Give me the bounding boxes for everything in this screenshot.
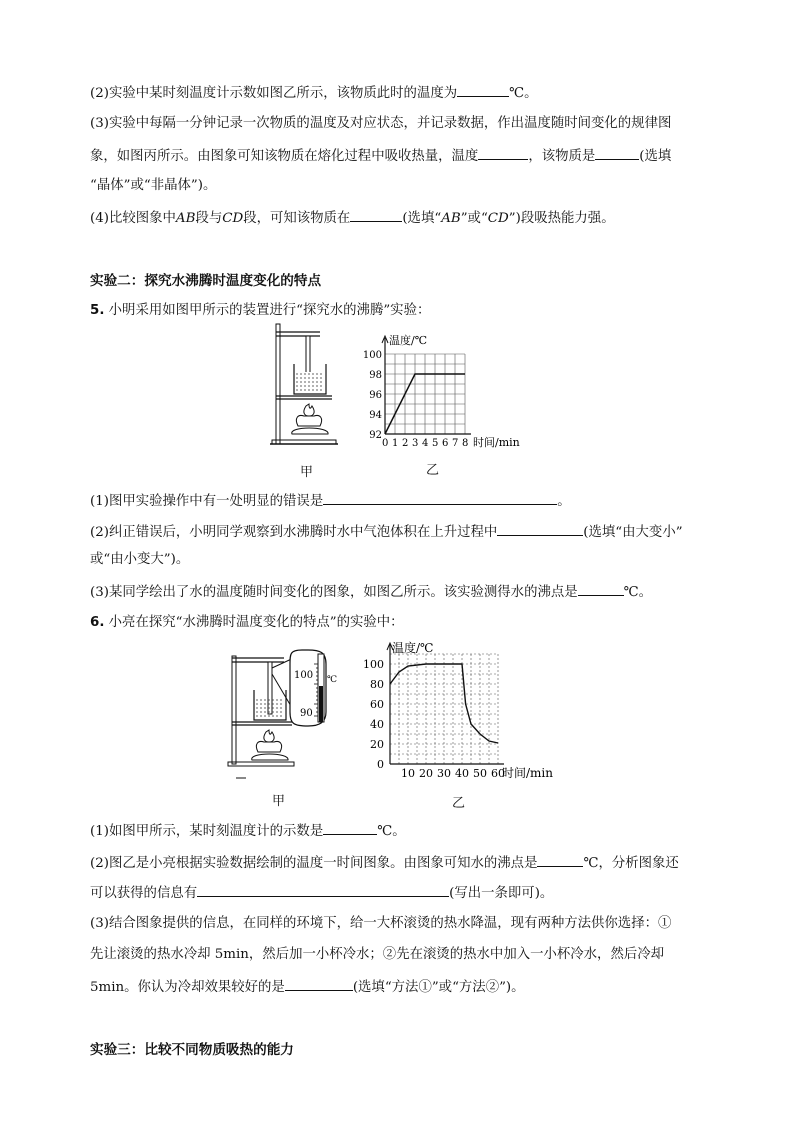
answer-blank[interactable] [323,490,557,505]
thermometer-label-90: 90 [300,708,313,719]
answer-blank[interactable] [197,882,449,897]
answer-blank[interactable] [350,207,402,222]
answer-blank[interactable] [578,581,624,596]
x-tick-label: 20 [419,767,433,780]
y-tick-label: 40 [370,718,384,731]
q5-part2-line2: 或“由小变大”)。 [90,552,190,567]
x-axis-label: 时间/min [502,766,553,780]
x-tick-label: 7 [452,438,459,449]
x-tick-label: 0 [382,438,389,449]
answer-blank[interactable] [537,852,583,867]
chart-grid [385,354,465,434]
figure-caption-yi: 乙 [426,463,440,478]
q6-part1: (1)如图甲所示，某时刻温度计的示数是 ℃。 [90,820,406,842]
x-tick-label: 6 [442,438,449,449]
q5-temperature-chart [354,330,534,454]
q5-stem: 5. 小明采用如图甲所示的装置进行“探究水的沸腾”实验： [90,303,431,318]
y-tick-label: 98 [369,370,382,381]
y-tick-label: 80 [370,678,384,691]
q6-part2-line1: (2)图乙是小亮根据实验数据绘制的温度一时间图象。由图象可知水的沸点是 ℃，分析图象还 [90,852,679,874]
answer-blank[interactable] [478,145,528,160]
q4-part4: (4)比较图象中AB段与CD段，可知该物质在 (选填“AB”或“CD”)段吸热能力强。 [90,207,615,229]
x-tick-label: 50 [473,767,487,780]
q6-part2-line2: 可以获得的信息有 (写出一条即可)。 [90,882,553,904]
answer-blank[interactable] [323,820,377,835]
figure-caption-jia: 甲 [272,794,286,809]
q4-part2: (2)实验中某时刻温度计示数如图乙所示，该物质此时的温度为 ℃。 [90,82,538,104]
y-tick-label: 96 [369,390,382,401]
q4-part3-line2: 象，如图丙所示。由图象可知该物质在熔化过程中吸收热量，温度 ，该物质是 (选填 [90,145,671,167]
thermometer-label-100: 100 [294,670,314,681]
q6-stem: 6. 小亮在探究“水沸腾时温度变化的特点”的实验中： [90,615,404,630]
origin-label: 0 [377,758,384,771]
thermometer-apparatus-figure [224,644,354,784]
figure-caption-jia: 甲 [300,465,314,480]
x-tick-label: 8 [462,438,469,449]
chart-grid [390,654,498,764]
answer-blank[interactable] [497,521,583,536]
x-tick-label: 60 [491,767,505,780]
x-tick-label: 40 [455,767,469,780]
y-tick-label: 60 [370,698,384,711]
x-tick-label: 30 [437,767,451,780]
figure-caption-yi: 乙 [452,796,466,811]
x-tick-label: 1 [392,438,399,449]
chart-axes [382,336,471,434]
y-tick-label: 100 [362,350,382,361]
chart-axes [387,643,504,764]
y-tick-label: 92 [369,430,382,441]
q5-part2-line1: (2)纠正错误后，小明同学观察到水沸腾时水中气泡体积在上升过程中 (选填“由大变小” [90,521,683,543]
y-tick-label: 94 [369,410,382,421]
x-axis-label: 时间/min [473,436,520,449]
y-axis-label: 温度/℃ [392,641,434,655]
answer-blank[interactable] [285,976,353,991]
boiling-apparatus-figure [268,322,348,448]
q6-part3-line2: 先让滚烫的热水冷却 5min，然后加一小杯冷水；②先在滚烫的热水中加入一小杯冷水，然后冷却 [90,947,665,962]
q4-part3-line3: “晶体”或“非晶体”)。 [90,178,217,193]
answer-blank[interactable] [595,145,639,160]
chart-labels [363,640,553,780]
x-tick-label: 5 [432,438,439,449]
y-tick-label: 100 [363,658,384,671]
q4-part3-line1: (3)实验中每隔一分钟记录一次物质的温度及对应状态，并记录数据，作出温度随时间变化的规律图 [90,116,672,131]
q6-part3-line3: 5min。你认为冷却效果较好的是 (选填“方法①”或“方法②”)。 [90,976,525,998]
q5-part1: (1)图甲实验操作中有一处明显的错误是 。 [90,490,571,512]
answer-blank[interactable] [457,82,509,97]
y-tick-label: 20 [370,738,384,751]
x-tick-label: 4 [422,438,429,449]
q5-part3: (3)某同学绘出了水的温度随时间变化的图象，如图乙所示。该实验测得水的沸点是 ℃。 [90,581,652,603]
x-tick-label: 10 [401,767,415,780]
thermometer-unit: ℃ [327,675,338,685]
experiment-three-heading: 实验三：比较不同物质吸热的能力 [90,1042,294,1058]
x-tick-label: 2 [402,438,409,449]
y-axis-label: 温度/℃ [389,334,428,347]
experiment-two-heading: 实验二：探究水沸腾时温度变化的特点 [90,273,322,289]
q6-part3-line1: (3)结合图象提供的信息，在同样的环境下，给一大杯滚烫的热水降温，现有两种方法供你选择：① [90,916,672,931]
q6-temperature-chart [360,640,560,782]
x-tick-label: 3 [412,438,419,449]
